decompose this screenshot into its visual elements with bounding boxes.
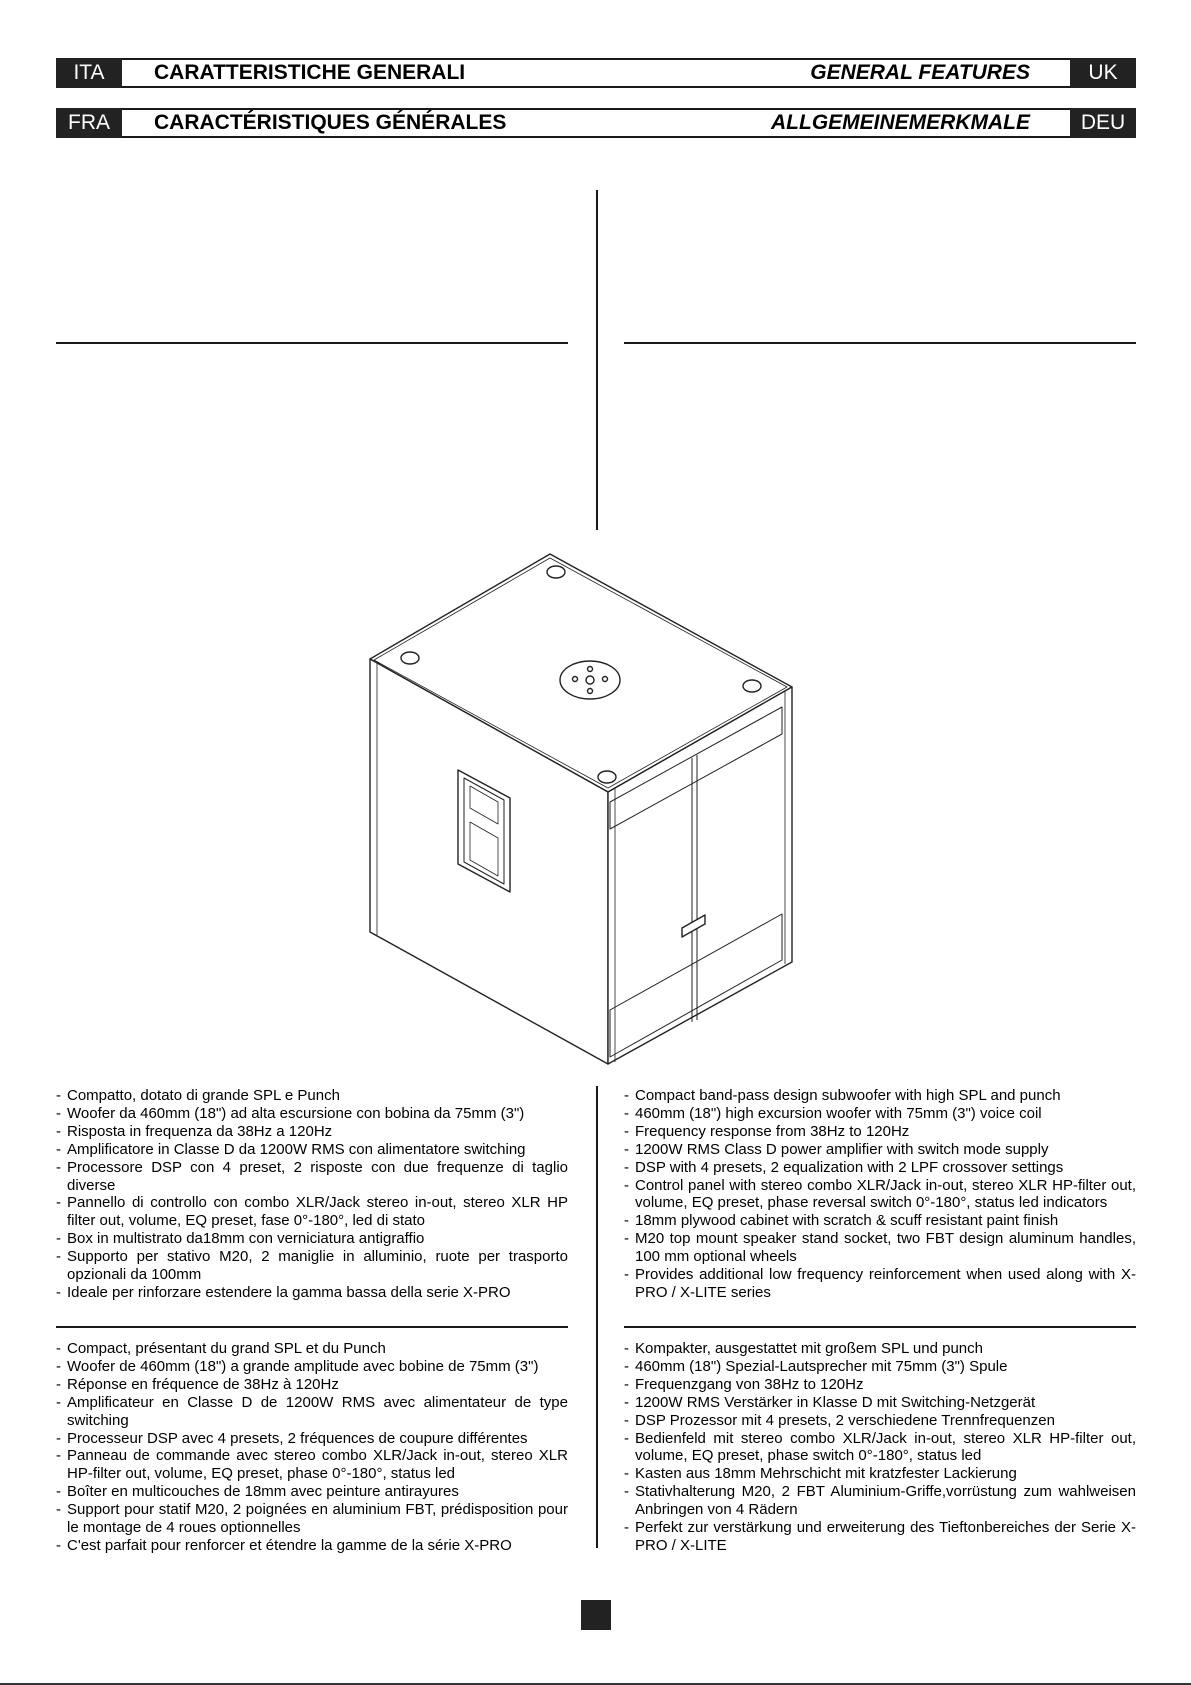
feature-list-uk (624, 1087, 1136, 1302)
lower-column-divider (596, 1086, 598, 1548)
lang-badge-deu: DEU (1070, 108, 1136, 138)
list-item: - Amplificatore in Classe D da 1200W RMS con alimentatore switching (56, 1141, 568, 1159)
list-item: - DSP with 4 presets, 2 equalization with 2 LPF crossover settings (624, 1159, 1136, 1177)
upper-column-divider (596, 190, 598, 530)
list-item: - Ideale per rinforzare estendere la gamma bassa della serie X-PRO (56, 1284, 568, 1302)
list-item: - Bedienfeld mit stereo combo XLR/Jack in-out, stereo XLR HP-filter out, volume, EQ preset, phase switch 0°-180°, status led (624, 1430, 1136, 1466)
subwoofer-illustration (360, 552, 810, 1067)
feature-list-fra (56, 1340, 568, 1555)
lang-badge-fra: FRA (56, 108, 122, 138)
list-item: - Support pour statif M20, 2 poignées en aluminium FBT, prédisposition pour le montage de 4 roues optionnelles (56, 1501, 568, 1537)
section-title-deu: ALLGEMEINEMERKMALE (771, 111, 1030, 134)
list-item: - Box in multistrato da18mm con verniciatura antigraffio (56, 1230, 568, 1248)
list-item: - Stativhalterung M20, 2 FBT Aluminium-Griffe,vorrüstung zum wahlweisen Anbringen von 4 Rädern (624, 1483, 1136, 1519)
list-item: - 18mm plywood cabinet with scratch & scuff resistant paint finish (624, 1212, 1136, 1230)
header-bar-fra-deu (56, 108, 1136, 138)
list-item: - Frequenzgang von 38Hz to 120Hz (624, 1376, 1136, 1394)
list-item: - Supporto per stativo M20, 2 maniglie in alluminio, ruote per trasporto opzionali da 100mm (56, 1248, 568, 1284)
list-item: - Woofer da 460mm (18") ad alta escursione con bobina da 75mm (3") (56, 1105, 568, 1123)
list-item: - Compact, présentant du grand SPL et du Punch (56, 1340, 568, 1358)
lang-badge-ita: ITA (56, 58, 122, 88)
feature-list-deu (624, 1340, 1136, 1555)
list-item: - 1200W RMS Class D power amplifier with switch mode supply (624, 1141, 1136, 1159)
list-item: - Control panel with stereo combo XLR/Jack in-out, stereo XLR HP-filter out, volume, EQ preset, phase reversal switch 0°-180°, status led indicators (624, 1177, 1136, 1213)
list-item: - Kasten aus 18mm Mehrschicht mit kratzfester Lackierung (624, 1465, 1136, 1483)
lower-right-rule (624, 1326, 1136, 1328)
list-item: - Processeur DSP avec 4 presets, 2 fréquences de coupure différentes (56, 1430, 568, 1448)
lang-badge-uk: UK (1070, 58, 1136, 88)
list-item: - Risposta in frequenza da 38Hz a 120Hz (56, 1123, 568, 1141)
list-item: - Processore DSP con 4 preset, 2 risposte con due frequenze di taglio diverse (56, 1159, 568, 1195)
list-item: - C'est parfait pour renforcer et étendre la gamme de la série X-PRO (56, 1537, 568, 1555)
list-item: - Boîter en multicouches de 18mm avec peinture antirayures (56, 1483, 568, 1501)
list-item: - Amplificateur en Classe D de 1200W RMS avec alimentateur de type switching (56, 1394, 568, 1430)
section-title-ita: CARATTERISTICHE GENERALI (154, 61, 466, 84)
list-item: - DSP Prozessor mit 4 presets, 2 verschiedene Trennfrequenzen (624, 1412, 1136, 1430)
list-item: - Panneau de commande avec stereo combo XLR/Jack in-out, stereo XLR HP-filter out, volume, EQ preset, phase 0°-180°, status led (56, 1447, 568, 1483)
list-item: - Compatto, dotato di grande SPL e Punch (56, 1087, 568, 1105)
feature-list-ita (56, 1087, 568, 1302)
list-item: - Compact band-pass design subwoofer with high SPL and punch (624, 1087, 1136, 1105)
page-number-box (581, 1600, 611, 1630)
upper-right-rule (624, 342, 1136, 344)
list-item: - 1200W RMS Verstärker in Klasse D mit Switching-Netzgerät (624, 1394, 1136, 1412)
list-item: - 460mm (18") Spezial-Lautsprecher mit 75mm (3") Spule (624, 1358, 1136, 1376)
list-item: - Réponse en fréquence de 38Hz à 120Hz (56, 1376, 568, 1394)
list-item: - Woofer de 460mm (18") a grande amplitude avec bobine de 75mm (3") (56, 1358, 568, 1376)
header-bar-ita-uk (56, 58, 1136, 88)
list-item: - Frequency response from 38Hz to 120Hz (624, 1123, 1136, 1141)
list-item: - Pannello di controllo con combo XLR/Jack stereo in-out, stereo XLR HP filter out, volume, EQ preset, fase 0°-180°, led di stato (56, 1194, 568, 1230)
list-item: - 460mm (18") high excursion woofer with 75mm (3") voice coil (624, 1105, 1136, 1123)
lower-left-rule (56, 1326, 568, 1328)
list-item: - M20 top mount speaker stand socket, two FBT design aluminum handles, 100 mm optional wheels (624, 1230, 1136, 1266)
list-item: - Kompakter, ausgestattet mit großem SPL und punch (624, 1340, 1136, 1358)
list-item: - Perfekt zur verstärkung und erweiterung des Tieftonbereiches der Serie X-PRO / X-LITE (624, 1519, 1136, 1555)
list-item: - Provides additional low frequency reinforcement when used along with X-PRO / X-LITE series (624, 1266, 1136, 1302)
section-title-uk: GENERAL FEATURES (810, 61, 1030, 84)
section-title-fra: CARACTÉRISTIQUES GÉNÉRALES (154, 111, 507, 134)
upper-left-rule (56, 342, 568, 344)
